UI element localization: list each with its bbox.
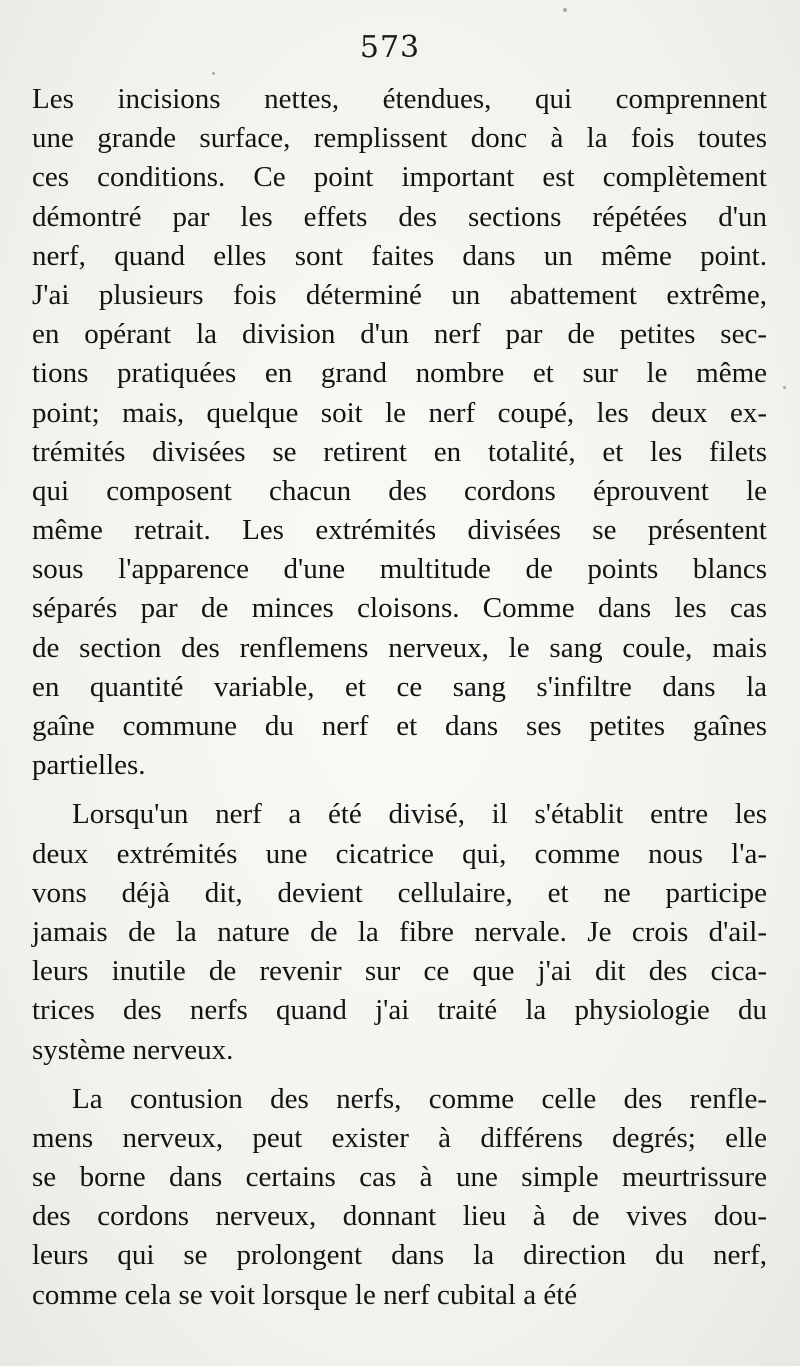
text-line: Les incisions nettes, étendues, qui comprennent (32, 83, 767, 115)
text-line: tions pratiquées en grand nombre et sur le même (32, 357, 767, 390)
paragraph (32, 1080, 767, 1315)
text-line: point; mais, quelque soit le nerf coupé, les deux ex- (32, 396, 767, 429)
text-line: mens nerveux, peut exister à différens degrés; elle (32, 1121, 767, 1154)
paragraph (32, 80, 767, 785)
text-line: séparés par de minces cloisons. Comme dans les cas (32, 592, 767, 625)
text-line: des cordons nerveux, donnant lieu à de vives dou- (32, 1200, 767, 1233)
text-line: en opérant la division d'un nerf par de petites sec- (32, 318, 767, 351)
text-line: vons déjà dit, devient cellulaire, et ne participe (32, 876, 767, 909)
page-number: 573 (359, 30, 421, 65)
body-text (32, 80, 767, 1315)
text-line: gaîne commune du nerf et dans ses petites gaînes (32, 710, 767, 742)
paragraph (32, 795, 767, 1069)
text-line: se borne dans certains cas à une simple meurtrissure (32, 1161, 767, 1194)
scan-speck (783, 386, 786, 389)
text-line: Lorsqu'un nerf a été divisé, il s'établit entre les (72, 798, 767, 831)
text-line: deux extrémités une cicatrice qui, comme nous l'a- (32, 837, 767, 870)
text-line: même retrait. Les extrémités divisées se présentent (32, 514, 767, 547)
paragraph-gap (32, 1070, 767, 1080)
text-line: J'ai plusieurs fois déterminé un abattement extrême, (32, 278, 767, 311)
scan-speck (212, 72, 215, 75)
text-line: jamais de la nature de la fibre nervale. Je crois d'ail- (32, 915, 767, 948)
text-line: trices des nerfs quand j'ai traité la physiologie du (32, 994, 767, 1027)
paragraph-gap (32, 785, 767, 795)
text-line: trémités divisées se retirent en totalité, et les filets (32, 435, 767, 468)
text-line: partielles. (32, 749, 146, 782)
text-line: qui composent chacun des cordons éprouvent le (32, 474, 767, 507)
text-line: leurs qui se prolongent dans la direction du nerf, (32, 1239, 767, 1272)
text-line: comme cela se voit lorsque le nerf cubital a été (32, 1278, 578, 1311)
scan-speck (563, 8, 567, 12)
text-line: sous l'apparence d'une multitude de points blancs (32, 553, 767, 586)
text-line: La contusion des nerfs, comme celle des renfle- (72, 1082, 767, 1115)
text-line: une grande surface, remplissent donc à la fois toutes (32, 122, 767, 155)
text-line: ces conditions. Ce point important est complètement (32, 161, 767, 194)
text-line: démontré par les effets des sections répétées d'un (32, 200, 767, 233)
text-line: en quantité variable, et ce sang s'infiltre dans la (32, 670, 767, 703)
text-line: leurs inutile de revenir sur ce que j'ai dit des cica- (32, 955, 767, 988)
text-line: de section des renflemens nerveux, le sang coule, mais (32, 631, 767, 664)
text-line: nerf, quand elles sont faites dans un même point. (32, 239, 767, 272)
text-line: système nerveux. (32, 1033, 234, 1066)
